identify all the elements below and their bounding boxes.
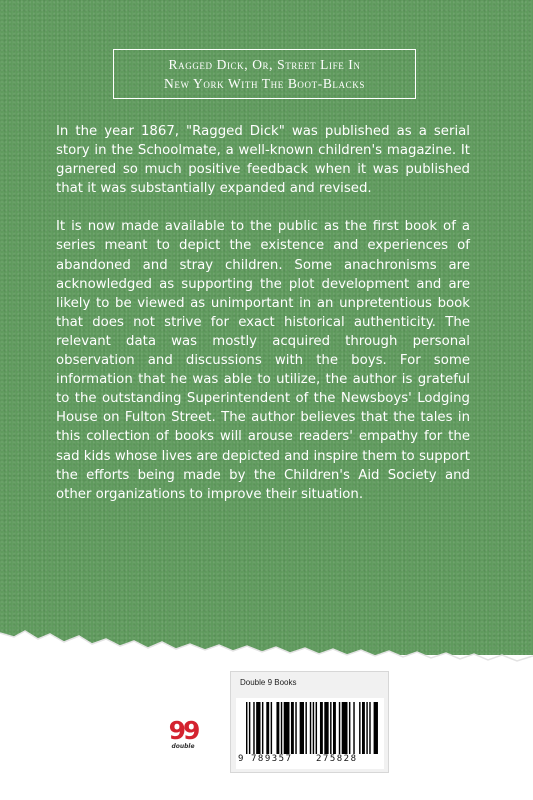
barcode-bar: [281, 702, 282, 754]
barcode-label: [230, 671, 389, 773]
barcode-bar: [342, 702, 348, 754]
title-box: [113, 49, 416, 99]
barcode-bar: [300, 702, 304, 754]
barcode-bar: [320, 702, 323, 754]
isbn-left-group: 789357: [251, 754, 293, 764]
barcode-bar: [349, 702, 350, 754]
barcode-bar: [276, 702, 279, 754]
barcode-bar: [333, 702, 336, 754]
barcode-bar: [316, 702, 317, 754]
isbn-first-digit: 9: [238, 754, 244, 764]
barcode-bar: [291, 702, 294, 754]
barcode-bar: [359, 702, 360, 754]
barcode-bar: [256, 702, 260, 754]
publisher-logo: [163, 715, 203, 751]
logo-number: 99: [168, 716, 198, 745]
barcode-bar: [262, 702, 263, 754]
barcode-bar: [253, 702, 254, 754]
synopsis-text: [56, 122, 470, 504]
logo-word: double: [171, 743, 195, 750]
barcode-bar: [324, 702, 328, 754]
barcode-bar: [249, 702, 250, 754]
torn-paper-edge: [0, 615, 533, 675]
synopsis-paragraph-1: In the year 1867, "Ragged Dick" was published as a serial story in the Schoolmate, a well-known children's magazine. It garnered so much positive feedback when it was published that it was substantially expanded and revised.: [56, 124, 470, 197]
barcode-bar: [305, 702, 306, 754]
barcode-bar: [369, 702, 370, 754]
title-line-2: New York With The Boot-Blacks: [164, 76, 365, 91]
barcode-bar: [353, 702, 354, 754]
barcode-bar: [339, 702, 340, 754]
barcode-area: [236, 698, 384, 769]
barcode-bar: [374, 702, 378, 754]
barcode-publisher-name: Double 9 Books: [240, 678, 297, 687]
title-line-1: Ragged Dick, Or, Street Life In: [168, 57, 361, 72]
barcode-bar: [284, 702, 290, 754]
barcode-bars: [240, 702, 380, 754]
isbn-right-group: 275828: [316, 754, 358, 764]
barcode-bar: [330, 702, 331, 754]
barcode-bar: [246, 702, 247, 754]
synopsis-paragraph-2: It is now made available to the public as the first book of a series meant to depict the existence and experiences of abandoned and stray children. Some anachronisms are acknowledged as supporting the plot development and are likely to be viewed as unimportant in an unpretentious book that does not strive for exact historical authenticity. The relevant data was mostly acquired through personal observation and discussions with the boys. For some information that he was able to utilize, the author is grateful to the outstanding Superintendent of the Newsboys' Lodging House on Fulton Street. The author believes that the tales in this collection of books will arouse readers' empathy for the sad kids whose lives are depicted and inspire them to support the efforts being made by the Children's Aid Society and other organizations to improve their situation.: [56, 219, 470, 502]
barcode-bar: [313, 702, 314, 754]
barcode-bar: [310, 702, 311, 754]
barcode-bar: [271, 702, 272, 754]
barcode-bar: [266, 702, 269, 754]
barcode-bar: [362, 702, 365, 754]
barcode-bar: [366, 702, 367, 754]
barcode-bar: [295, 702, 296, 754]
